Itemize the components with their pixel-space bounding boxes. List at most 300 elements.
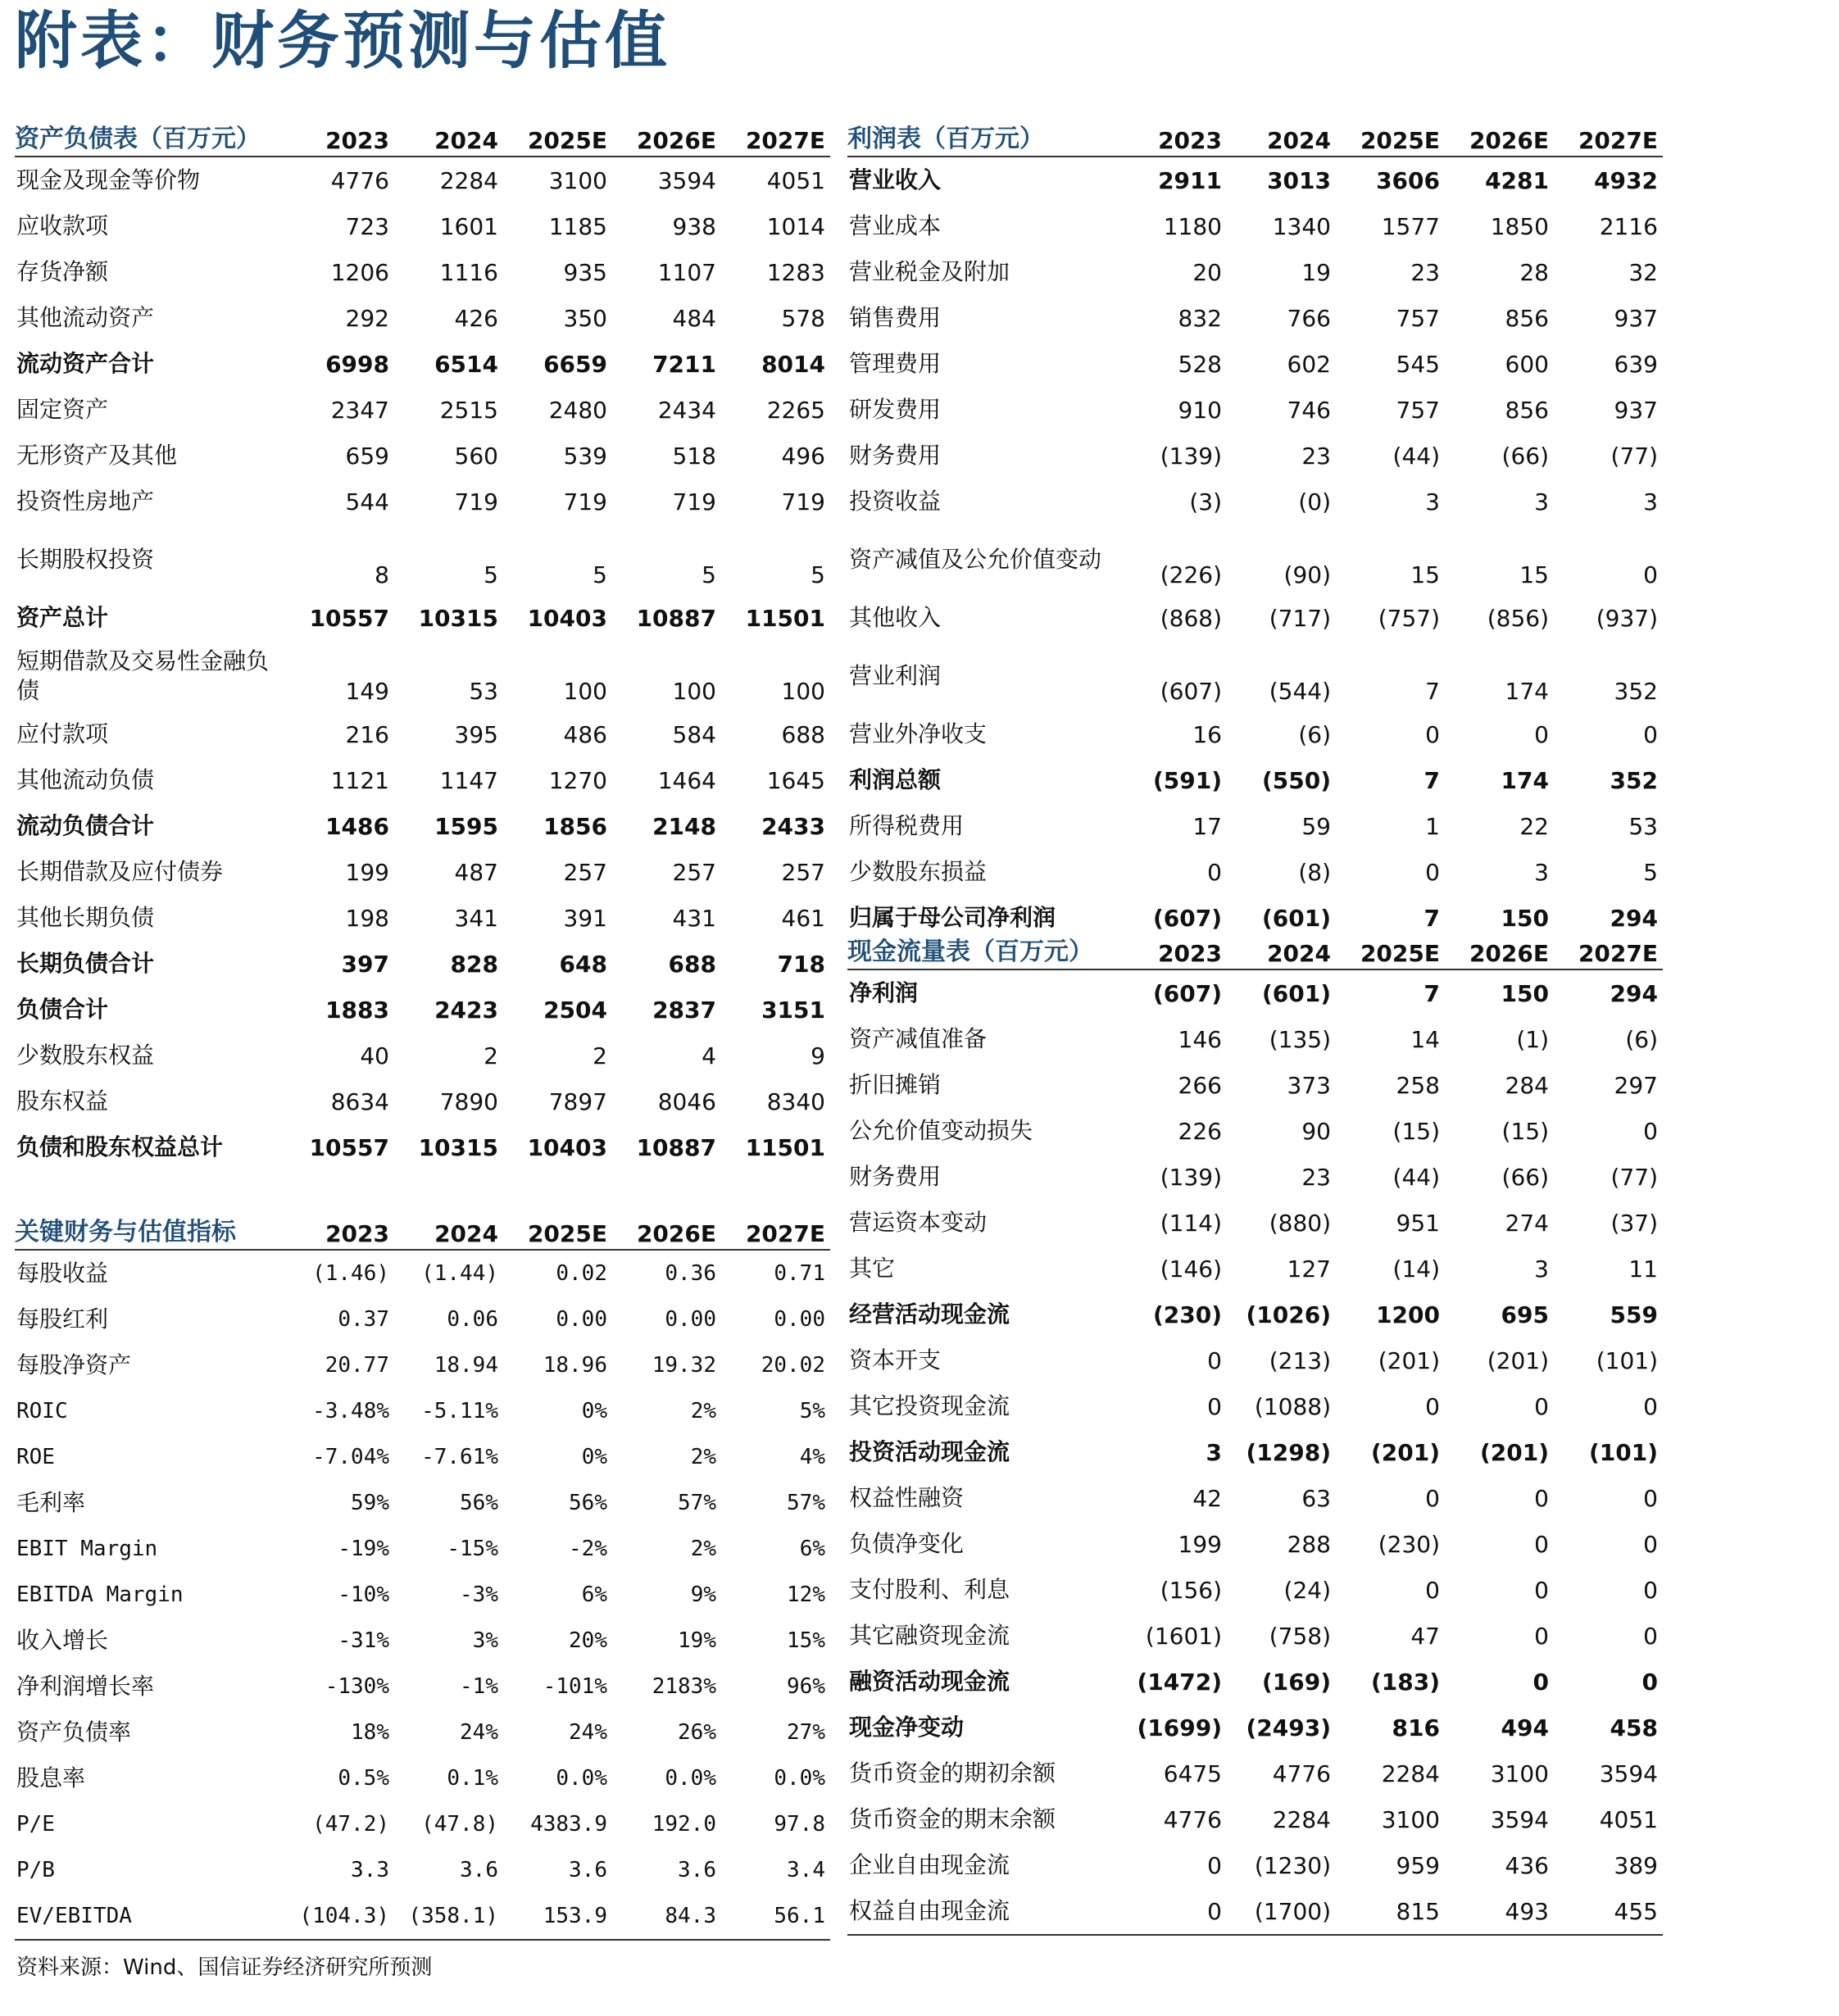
cell-value: 8014 (761, 350, 825, 378)
row-label: 营业外净收支 (849, 720, 988, 747)
cell-value: 0 (1207, 1851, 1222, 1879)
cell-value: 436 (1505, 1851, 1549, 1879)
cell-value: (44) (1392, 442, 1440, 470)
cell-value: (47.2) (312, 1812, 389, 1837)
cell-value: 16 (1192, 720, 1222, 748)
cell-value: 0 (1425, 1484, 1440, 1512)
row-label: 货币资金的期初余额 (849, 1759, 1056, 1787)
table-row (847, 524, 1663, 595)
year-header: 2023 (285, 1206, 394, 1250)
row-label: 资产负债率 (16, 1719, 132, 1746)
cell-value: 10403 (527, 604, 607, 632)
cell-value: 937 (1614, 304, 1658, 332)
cell-value: 100 (563, 678, 607, 705)
cell-value: (201) (1479, 1438, 1549, 1466)
year-header: 2026E (1445, 113, 1554, 157)
cell-value: 174 (1505, 678, 1549, 705)
cell-value: 5% (799, 1399, 825, 1423)
cell-value: 3100 (1490, 1759, 1549, 1787)
cell-value: 11501 (745, 604, 825, 632)
table-row (15, 1342, 830, 1388)
cell-value: 0.71 (774, 1261, 825, 1286)
cell-value: (550) (1261, 766, 1331, 794)
cell-value: 458 (1610, 1714, 1658, 1741)
key-indicators-section (15, 1206, 825, 1941)
table-row (847, 1750, 1663, 1796)
cell-value: 14 (1410, 1025, 1440, 1053)
cell-value: 391 (563, 904, 607, 932)
cell-value: 688 (668, 950, 716, 978)
row-label: 净利润增长率 (16, 1673, 155, 1700)
cell-value: 2 (484, 1042, 498, 1069)
cell-value: 0.00 (665, 1307, 716, 1332)
cell-value: (14) (1392, 1255, 1440, 1283)
cell-value: (868) (1160, 604, 1222, 632)
cell-value: 84.3 (612, 1893, 721, 1940)
row-label: 股息率 (16, 1764, 86, 1791)
cell-value: 0.0% (774, 1766, 825, 1791)
cell-value: 24% (460, 1720, 498, 1745)
cell-value: 1486 (325, 812, 389, 840)
cell-value: (146) (1160, 1255, 1222, 1283)
row-label: 权益性融资 (849, 1484, 965, 1511)
cell-value: (358.1) (394, 1893, 503, 1940)
cell-value: 493 (1445, 1888, 1554, 1935)
cell-value: 8046 (657, 1087, 716, 1115)
income-statement-body (847, 157, 1663, 941)
cell-value: -7.61% (421, 1445, 498, 1469)
year-header: 2023 (285, 113, 394, 157)
cell-value: (880) (1269, 1209, 1331, 1237)
row-label: 财务费用 (849, 442, 942, 469)
row-label: 营业税金及附加 (849, 258, 1010, 285)
cell-value: 1577 (1381, 212, 1440, 240)
year-header: 2024 (1227, 926, 1336, 969)
year-header: 2027E (721, 1206, 830, 1250)
cell-value: 494 (1501, 1714, 1549, 1741)
cell-value: 352 (1610, 766, 1658, 794)
year-header: 2024 (394, 1206, 503, 1250)
cell-value: 7897 (548, 1087, 607, 1115)
cell-value: 288 (1287, 1530, 1331, 1558)
table-row (847, 1888, 1663, 1935)
cell-value: 2183% (652, 1674, 716, 1699)
cell-value: 3606 (1376, 166, 1440, 194)
cell-value: 9% (690, 1582, 716, 1607)
cell-value: (15) (1392, 1117, 1440, 1145)
cell-value: -15% (447, 1537, 498, 1561)
cell-value: 2% (690, 1537, 716, 1561)
cell-value: (1700) (1227, 1888, 1336, 1935)
cell-value: 2837 (652, 996, 716, 1024)
cell-value: 20.77 (325, 1353, 389, 1378)
cell-value: -31% (338, 1628, 389, 1653)
income-statement-table (847, 113, 1663, 941)
cell-value: 938 (672, 212, 716, 240)
cell-value: 10557 (309, 604, 389, 632)
table-row (847, 249, 1663, 295)
cell-value: 10887 (636, 1133, 716, 1161)
cell-value: (544) (1269, 678, 1331, 705)
cell-value: (77) (1610, 442, 1658, 470)
cell-value: 0 (1643, 1622, 1658, 1650)
table-row (15, 1847, 830, 1893)
section-header: 关键财务与估值指标 (15, 1206, 285, 1250)
cell-value: 600 (1505, 350, 1549, 378)
cell-value: (1699) (1137, 1714, 1222, 1741)
row-label: 融资活动现金流 (849, 1668, 1010, 1695)
cell-value: 59% (351, 1491, 389, 1515)
table-row (15, 295, 830, 341)
cell-value: 639 (1614, 350, 1658, 378)
cell-value: 149 (345, 678, 389, 705)
cell-value: 0 (1641, 1668, 1658, 1696)
cash-flow-header-row (847, 926, 1663, 969)
table-row (15, 1296, 830, 1342)
cell-value: 2515 (439, 396, 498, 424)
cell-value: (183) (1370, 1668, 1440, 1696)
cell-value: (856) (1487, 604, 1549, 632)
cell-value: 2480 (548, 396, 607, 424)
cell-value: 24% (569, 1720, 607, 1745)
row-label: 其他收入 (849, 604, 942, 631)
cell-value: 7890 (439, 1087, 498, 1115)
cell-value: 0 (1425, 720, 1440, 748)
cell-value: 4776 (1163, 1805, 1222, 1833)
cell-value: -10% (338, 1582, 389, 1607)
row-label: 负债和股东权益总计 (16, 1133, 224, 1160)
cell-value: (104.3) (285, 1893, 394, 1940)
table-row (15, 1078, 830, 1124)
cell-value: (24) (1283, 1576, 1331, 1604)
year-header: 2025E (503, 113, 612, 157)
row-label: 企业自由现金流 (849, 1851, 1010, 1878)
row-label: 长期借款及应付债券 (16, 858, 224, 885)
cell-value: 1116 (439, 258, 498, 286)
cell-value: 544 (345, 488, 389, 515)
cell-value: 3 (1534, 858, 1549, 886)
cell-value: 1340 (1272, 212, 1331, 240)
cell-value: (101) (1596, 1346, 1658, 1374)
year-header: 2025E (1336, 926, 1445, 969)
cell-value: 0 (1118, 1888, 1227, 1935)
row-label: 收入增长 (16, 1627, 109, 1654)
cell-value: 373 (1287, 1071, 1331, 1099)
cell-value: 8 (375, 561, 389, 588)
row-label: ROIC (16, 1399, 68, 1423)
row-label: 研发费用 (849, 396, 942, 423)
cell-value: 100 (672, 678, 716, 705)
cell-value: 1200 (1376, 1301, 1440, 1328)
table-row (847, 641, 1663, 711)
row-label: 其他长期负债 (16, 904, 155, 931)
cell-value: (101) (1588, 1438, 1658, 1466)
cell-value: 6% (799, 1537, 825, 1561)
cell-value: 0% (581, 1399, 607, 1423)
cash-flow-section (847, 926, 1658, 1936)
row-label: 所得税费用 (849, 812, 965, 839)
cell-value: (3) (1189, 488, 1222, 515)
cell-value: 226 (1178, 1117, 1222, 1145)
cell-value: 959 (1396, 1851, 1440, 1879)
cash-flow-body (847, 969, 1663, 1935)
cell-value: 0 (1534, 1530, 1549, 1558)
table-row (15, 757, 830, 803)
cell-value: 4383.9 (530, 1812, 607, 1837)
cell-value: 350 (563, 304, 607, 332)
table-row (847, 1567, 1663, 1613)
table-row (15, 1250, 830, 1296)
row-label: 折旧摊销 (849, 1071, 942, 1098)
cell-value: 484 (672, 304, 716, 332)
row-label: P/B (16, 1858, 55, 1882)
row-label: 少数股东损益 (849, 858, 988, 885)
cell-value: -101% (543, 1674, 607, 1699)
cell-value: 4 (702, 1042, 716, 1069)
table-row (847, 1383, 1663, 1429)
cell-value: (0) (1298, 488, 1331, 515)
cell-value: 1601 (439, 212, 498, 240)
cell-value: (607) (1152, 979, 1222, 1007)
cell-value: 7211 (652, 350, 716, 378)
cell-value: 5 (484, 561, 498, 588)
cell-value: 0 (1534, 1576, 1549, 1604)
cell-value: (66) (1501, 1163, 1549, 1191)
cell-value: (8) (1298, 858, 1331, 886)
table-row (847, 803, 1663, 849)
cell-value: 0 (1207, 1346, 1222, 1374)
row-label: 少数股东权益 (16, 1042, 155, 1069)
cell-value: 0 (1207, 858, 1222, 886)
cell-value: 0.5% (338, 1766, 389, 1791)
cell-value: 426 (454, 304, 498, 332)
cell-value: 26% (678, 1720, 716, 1745)
table-row (15, 1033, 830, 1078)
table-row (15, 479, 830, 524)
row-label: EV/EBITDA (15, 1893, 285, 1940)
table-row (847, 295, 1663, 341)
cell-value: 23 (1301, 1163, 1331, 1191)
row-label: 应付款项 (16, 720, 109, 747)
cell-value: 292 (345, 304, 389, 332)
cell-value: (937) (1596, 604, 1658, 632)
table-row (847, 1246, 1663, 1292)
cell-value: 1645 (766, 766, 825, 794)
table-row (847, 203, 1663, 249)
table-row (847, 1062, 1663, 1108)
cell-value: 2284 (1272, 1805, 1331, 1833)
cell-value: 6% (581, 1582, 607, 1607)
cell-value: 150 (1501, 979, 1549, 1007)
cell-value: 4281 (1485, 166, 1549, 194)
cell-value: 27% (787, 1720, 825, 1745)
cell-value: 951 (1396, 1209, 1440, 1237)
cell-value: 1464 (657, 766, 716, 794)
section-header: 现金流量表（百万元） (847, 926, 1118, 969)
year-header: 2027E (1554, 926, 1663, 969)
table-row (15, 203, 830, 249)
cell-value: (607) (1160, 678, 1222, 705)
cell-value: 19 (1301, 258, 1331, 286)
table-row (15, 341, 830, 387)
cell-value: 910 (1178, 396, 1222, 424)
cell-value: 258 (1396, 1071, 1440, 1099)
cell-value: (135) (1269, 1025, 1331, 1053)
cell-value: 1180 (1163, 212, 1222, 240)
table-row (847, 1429, 1663, 1475)
cell-value: 3 (1534, 488, 1549, 515)
cell-value: 15 (1519, 561, 1549, 588)
table-row (15, 1480, 830, 1526)
row-label: 管理费用 (849, 350, 942, 377)
cell-value: 518 (672, 442, 716, 470)
cell-value: 0 (1643, 1392, 1658, 1420)
year-header: 2025E (503, 1206, 612, 1250)
cell-value: 2347 (330, 396, 389, 424)
table-row (847, 1475, 1663, 1521)
row-label: 短期借款及交易性金融负债 (16, 647, 270, 704)
cell-value: 47 (1410, 1622, 1440, 1650)
cell-value: 718 (777, 950, 825, 978)
cell-value: 0.1% (447, 1766, 498, 1791)
cell-value: 815 (1336, 1888, 1445, 1935)
cell-value: 11501 (745, 1133, 825, 1161)
cell-value: 0 (1643, 561, 1658, 588)
row-label: 现金及现金等价物 (16, 166, 201, 193)
table-row (15, 595, 830, 641)
table-row (847, 1705, 1663, 1750)
cell-value: (47.8) (421, 1812, 498, 1837)
cell-value: 199 (345, 858, 389, 886)
cell-value: 4932 (1594, 166, 1658, 194)
cell-value: 7 (1424, 904, 1440, 932)
cell-value: 395 (454, 720, 498, 748)
key-indicators-table (15, 1206, 830, 1941)
table-row (847, 1613, 1663, 1659)
cell-value: 22 (1519, 812, 1549, 840)
cell-value: (90) (1283, 561, 1331, 588)
cell-value: 100 (781, 678, 825, 705)
row-label: 投资活动现金流 (849, 1438, 1010, 1465)
income-statement-section (847, 113, 1658, 941)
cell-value: 0.02 (556, 1261, 607, 1286)
cell-value: 7 (1424, 979, 1440, 1007)
cell-value: 757 (1396, 304, 1440, 332)
cell-value: 23 (1301, 442, 1331, 470)
cell-value: (1.44) (421, 1261, 498, 1286)
table-row (15, 1526, 830, 1572)
cell-value: 20 (1192, 258, 1222, 286)
table-row (847, 1292, 1663, 1337)
row-label: 其他流动负债 (16, 766, 155, 793)
table-row (15, 1124, 830, 1170)
cell-value: -3.48% (312, 1399, 389, 1423)
row-label: 其它融资现金流 (849, 1622, 1010, 1649)
row-label: 负债合计 (16, 996, 109, 1023)
cell-value: (1601) (1145, 1622, 1222, 1650)
cell-value: 496 (781, 442, 825, 470)
cell-value: 3.4 (787, 1858, 825, 1882)
cell-value: (37) (1610, 1209, 1658, 1237)
cell-value: 28 (1519, 258, 1549, 286)
row-label: 每股收益 (16, 1260, 109, 1287)
cell-value: 0 (1534, 1392, 1549, 1420)
cell-value: 3151 (761, 996, 825, 1024)
row-label: ROE (16, 1445, 55, 1469)
cell-value: 18.94 (434, 1353, 498, 1378)
cell-value: 545 (1396, 350, 1440, 378)
table-row (847, 1108, 1663, 1154)
year-header: 2025E (1336, 113, 1445, 157)
cell-value: 584 (672, 720, 716, 748)
table-row (847, 1521, 1663, 1567)
cell-value: 3.3 (351, 1858, 389, 1882)
cell-value: 18.96 (543, 1353, 607, 1378)
cell-value: 695 (1501, 1301, 1549, 1328)
cell-value: 0 (1534, 720, 1549, 748)
cell-value: 2504 (543, 996, 607, 1024)
cell-value: 4776 (1272, 1759, 1331, 1787)
cell-value: (213) (1269, 1346, 1331, 1374)
cell-value: 828 (450, 950, 498, 978)
cell-value: 4051 (1599, 1805, 1658, 1833)
row-label: 每股红利 (16, 1305, 109, 1333)
cell-value: 96% (787, 1674, 825, 1699)
cell-value: 56.1 (721, 1893, 830, 1940)
cell-value: 3013 (1267, 166, 1331, 194)
table-row (847, 1154, 1663, 1200)
cell-value: 42 (1192, 1484, 1222, 1512)
row-label: 权益自由现金流 (847, 1888, 1118, 1935)
cell-value: 816 (1392, 1714, 1440, 1741)
cell-value: -130% (325, 1674, 389, 1699)
row-label: 利润总额 (849, 766, 942, 793)
cell-value: 257 (563, 858, 607, 886)
cell-value: (169) (1261, 1668, 1331, 1696)
row-label: 其它 (849, 1255, 896, 1282)
cell-value: 389 (1614, 1851, 1658, 1879)
cell-value: 2 (593, 1042, 607, 1069)
table-row (15, 1388, 830, 1434)
cell-value: 2434 (657, 396, 716, 424)
cell-value: -2% (569, 1537, 607, 1561)
cell-value: 6659 (543, 350, 607, 378)
table-row (847, 479, 1663, 524)
cell-value: 0 (1425, 1576, 1440, 1604)
cell-value: 284 (1505, 1071, 1549, 1099)
cell-value: 0% (581, 1445, 607, 1469)
cell-value: 0 (1425, 1392, 1440, 1420)
cell-value: 23 (1410, 258, 1440, 286)
row-label: 现金净变动 (849, 1714, 965, 1741)
table-row (15, 849, 830, 895)
cell-value: (1298) (1246, 1438, 1331, 1466)
key-indicators-body (15, 1250, 830, 1940)
cell-value: 3% (472, 1628, 498, 1653)
cell-value: 12% (787, 1582, 825, 1607)
cell-value: 6998 (325, 350, 389, 378)
row-label: 股东权益 (16, 1087, 109, 1115)
cell-value: (1088) (1254, 1392, 1331, 1420)
cell-value: 7 (1424, 766, 1440, 794)
cell-value: 274 (1505, 1209, 1549, 1237)
cell-value: 3594 (1490, 1805, 1549, 1833)
table-row (15, 1893, 830, 1940)
cell-value: 431 (672, 904, 716, 932)
cell-value: 5 (702, 561, 716, 588)
cell-value: 352 (1614, 678, 1658, 705)
cell-value: (114) (1160, 1209, 1222, 1237)
